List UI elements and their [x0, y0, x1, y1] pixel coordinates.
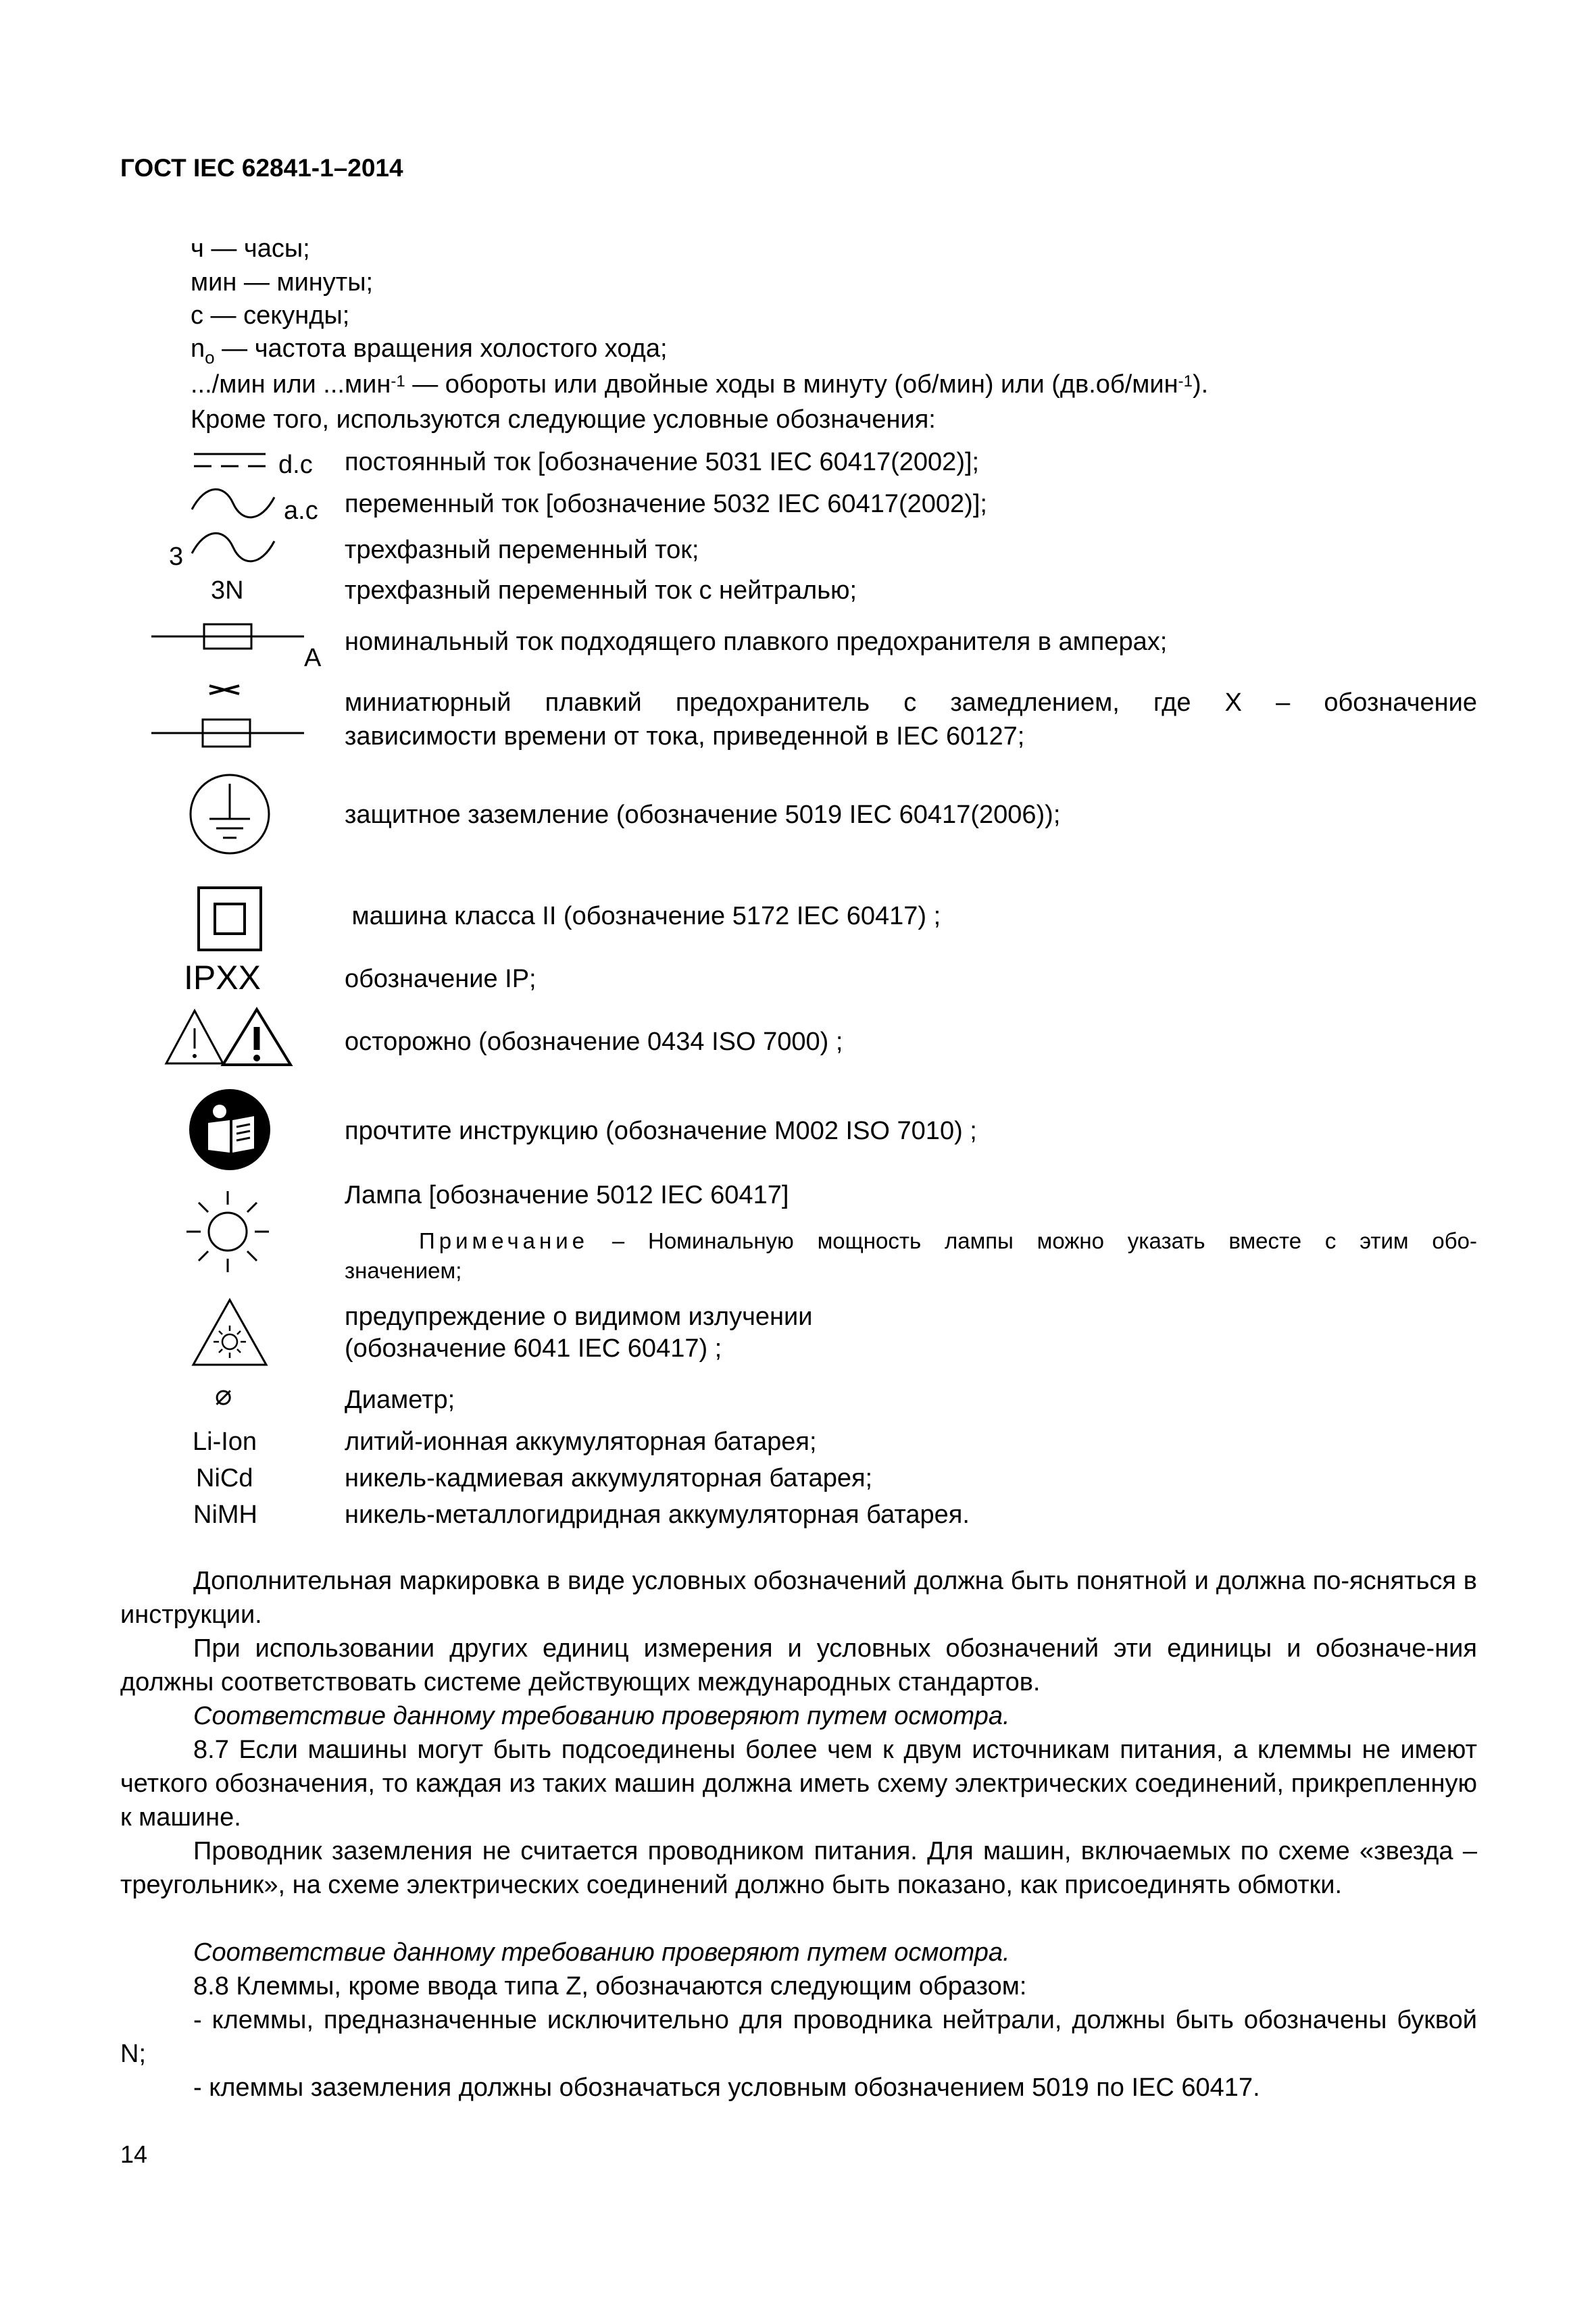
ac-text: переменный ток [обозначение 5032 IEC 60417(2002)]; [345, 490, 987, 518]
three-phase-label: 3 [169, 543, 184, 571]
paragraph-8-8: 8.8 Клеммы, кроме ввода типа Z, обозначаются следующим образом: [193, 1972, 1027, 2001]
caution-warning-icon [162, 1007, 297, 1067]
unit-hours: ч — часы; [191, 234, 310, 263]
unit-minutes: мин — минуты; [191, 268, 374, 297]
rpm-line: .../мин или ...мин$^{-1}$ — обороты или двойные ходы в минуту (об/мин) или (дв.об/мин$^{-1}$). [191, 370, 1209, 399]
symbols-intro: Кроме того, используются следующие условные обозначения: [191, 405, 936, 434]
three-phase-ac-icon [189, 530, 277, 564]
paragraph-earth-terminals: - клеммы заземления должны обозначаться условным обозначением 5019 по IEC 60417. [193, 2073, 1260, 2102]
ip-label: IPXX [184, 959, 261, 997]
lamp-icon [184, 1186, 272, 1274]
direct-current-icon [193, 449, 267, 476]
liion-label: Li-Ion [193, 1428, 257, 1456]
fuse-ampere-label: A [304, 644, 322, 672]
three-phase-neutral-label: 3N [211, 576, 244, 605]
radiation-text-1: предупреждение о видимом излучении [345, 1303, 813, 1331]
paragraph-additional-marking: Дополнительная маркировка в виде условных обозначений должна быть понятной и должна по-ясняться в инструкции. [120, 1567, 1477, 1629]
no-load-speed-line: $n_o$ — частота вращения холостого хода; [191, 334, 668, 368]
caution-text: осторожно (обозначение 0434 ISO 7000) ; [345, 1028, 843, 1056]
ip-text: обозначение IP; [345, 965, 537, 993]
three-phase-text: трехфазный переменный ток; [345, 536, 699, 564]
lamp-text: Лампа [обозначение 5012 IEC 60417] [345, 1181, 789, 1209]
dc-label: d.c [278, 451, 313, 479]
unit-seconds: с — секунды; [191, 301, 350, 330]
ac-label: a.c [284, 497, 318, 525]
miniature-fuse-text-2: зависимости времени от тока, приведенной в IEC 60127; [345, 722, 1025, 751]
page-number: 14 [120, 2140, 148, 2168]
miniature-time-lag-fuse-icon [150, 679, 305, 760]
lamp-note-line-2: значением; [345, 1258, 462, 1283]
protective-earth-icon [186, 770, 274, 858]
miniature-fuse-text-1: миниатюрный плавкий предохранитель с замедлением, где X – обозначение [345, 688, 1477, 717]
paragraph-compliance-2: Соответствие данному требованию проверяют путем осмотра. [193, 1938, 1010, 1967]
lamp-note-line-1: Примечание – Номинальную мощность лампы можно указать вместе с этим обо- [419, 1228, 1477, 1253]
alternating-current-icon [189, 486, 277, 520]
class-ii-icon [196, 885, 264, 953]
document-header: ГОСТ IEC 62841-1–2014 [120, 154, 403, 182]
manual-text: прочтите инструкцию (обозначение M002 ISO 7010) ; [345, 1117, 977, 1145]
nimh-label: NiMH [193, 1501, 257, 1529]
read-manual-icon [188, 1088, 272, 1172]
paragraph-neutral-terminals: - клеммы, предназначенные исключительно для проводника нейтрали, должны быть обозначены буквой N; [120, 2006, 1477, 2068]
nimh-text: никель-металлогидридная аккумуляторная батарея. [345, 1501, 970, 1529]
dc-text: постоянный ток [обозначение 5031 IEC 60417(2002)]; [345, 448, 980, 476]
paragraph-compliance-1: Соответствие данному требованию проверяют путем осмотра. [193, 1702, 1010, 1730]
nicd-text: никель-кадмиевая аккумуляторная батарея; [345, 1464, 873, 1492]
three-phase-neutral-text: трехфазный переменный ток с нейтралью; [345, 576, 857, 605]
diameter-text: Диаметр; [345, 1386, 455, 1414]
nicd-label: NiCd [196, 1464, 253, 1492]
paragraph-earth-conductor: Проводник заземления не считается проводником питания. Для машин, включаемых по схеме «звезда – треугольник», на схеме электрических соединений должно быть показано, как присоединять обмотки. [120, 1837, 1477, 1899]
paragraph-8-7: 8.7 Если машины могут быть подсоединены более чем к двум источникам питания, а клеммы не имеют четкого обозначения, то каждая из таких машин должна иметь схему электрических соединений, прикрепленную к машине. [120, 1736, 1477, 1832]
radiation-text-2: (обозначение 6041 IEC 60417) ; [345, 1334, 722, 1363]
earth-text: защитное заземление (обозначение 5019 IEC 60417(2006)); [345, 801, 1061, 829]
fuse-icon [150, 616, 305, 657]
visible-radiation-warning-icon [189, 1296, 270, 1370]
diameter-icon: ⌀ [215, 1379, 232, 1411]
class-ii-text: машина класса II (обозначение 5172 IEC 60417) ; [345, 902, 941, 930]
liion-text: литий-ионная аккумуляторная батарея; [345, 1428, 817, 1456]
fuse-text: номинальный ток подходящего плавкого предохранителя в амперах; [345, 628, 1168, 656]
paragraph-other-units: При использовании других единиц измерения и условных обозначений эти единицы и обозначе-ния должны соответствовать системе действующих международных стандартов. [120, 1634, 1477, 1696]
